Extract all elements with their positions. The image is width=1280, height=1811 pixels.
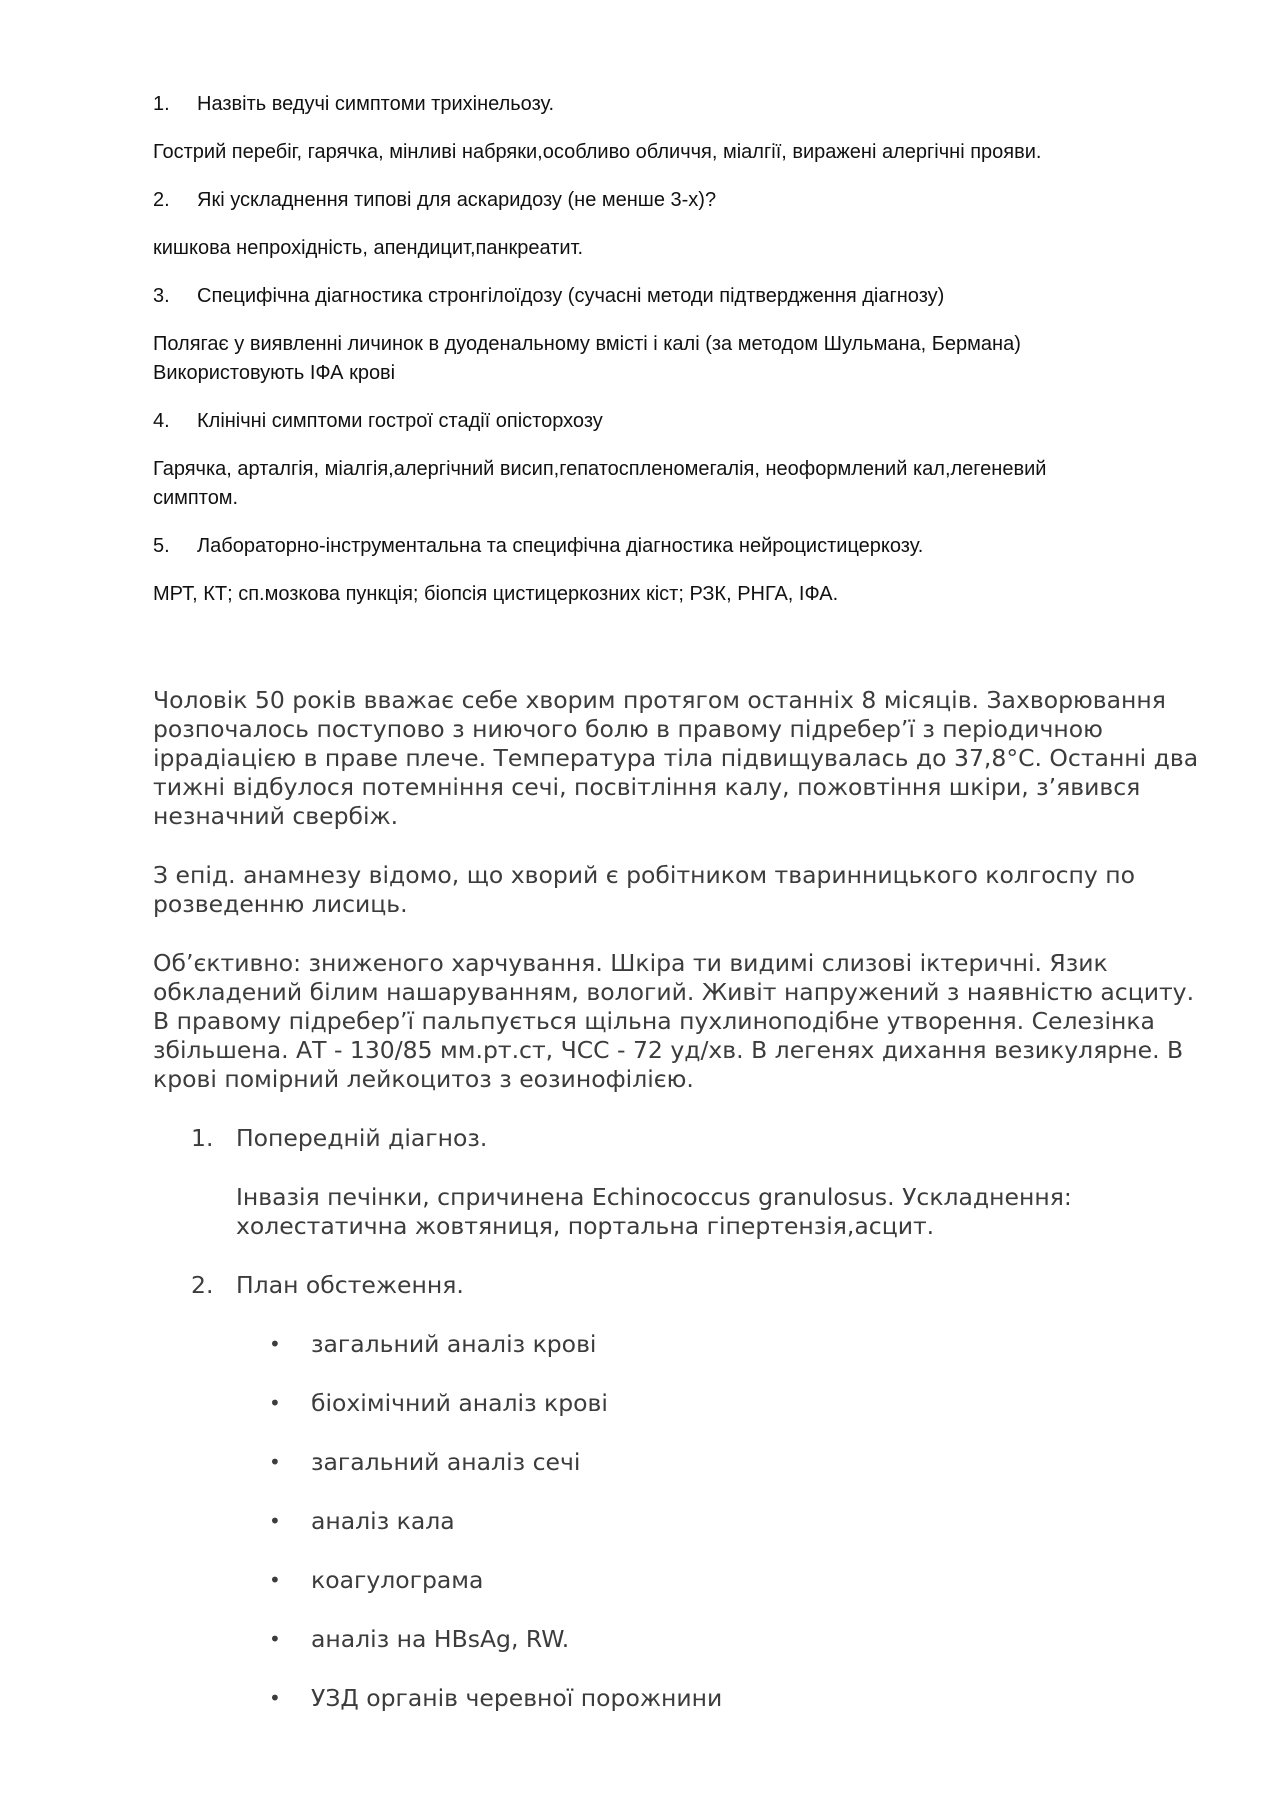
question-5 [153, 532, 1153, 561]
answer-line: МРТ, КТ; сп.мозкова пункція; біопсія цистицеркозних кіст; РЗК, РНГА, ІФА. [153, 583, 839, 605]
question-text: Які ускладнення типові для аскаридозу (не менше 3-х)? [197, 189, 717, 211]
task-number: 1. [191, 1124, 214, 1152]
question-number: 1. [153, 93, 170, 115]
question-number: 2. [153, 189, 170, 211]
answer-3 [153, 330, 1133, 388]
question-number: 5. [153, 535, 170, 557]
question-number: 3. [153, 285, 170, 307]
bullet-icon: • [269, 1450, 281, 1474]
diagnosis-answer: Інвазія печінки, спричинена Echinococcus granulosus. Ускладнення: холестатична жовтяниця, портальна гіпертензія,асцит. [236, 1183, 1072, 1240]
answer-5 [153, 580, 1133, 609]
answer-4 [153, 455, 1133, 513]
list-item: • аналіз на HBsAg, RW. [236, 1625, 1203, 1654]
case-paragraph-objective: Об’єктивно: зниженого харчування. Шкіра ти видимі слизові іктеричні. Язик обкладений білим нашаруванням, вологий. Живіт напружений з наявністю асциту. В правому підребер’ї пальпується щільна пухлиноподібне утворення. Селезінка збільшена. АТ - 130/85 мм.рт.ст, ЧСС - 72 уд/хв. В легенях дихання везикулярне. В крові помірний лейкоцитоз з еозинофілією. [153, 949, 1195, 1093]
list-item: • загальний аналіз крові [236, 1330, 1203, 1359]
case-task-1 [153, 1124, 1203, 1241]
case-tasks-list [153, 1124, 1203, 1743]
bullet-icon: • [269, 1332, 281, 1356]
answer-line: симптом. [153, 487, 239, 509]
question-text: Лабораторно-інструментальна та специфічна діагностика нейроцистицеркозу. [197, 535, 924, 557]
question-text: Клінічні симптоми гострої стадії опісторхозу [197, 410, 603, 432]
exam-plan-list [236, 1330, 1203, 1713]
question-3 [153, 282, 1153, 311]
task-title: Попередній діагноз. [236, 1124, 488, 1152]
answer-1 [153, 138, 1133, 167]
case-paragraph-epid: З епід. анамнезу відомо, що хворий є робітником тваринницького колгоспу по розведенню лисиць. [153, 861, 1136, 918]
list-item: • УЗД органів черевної порожнини [236, 1684, 1203, 1713]
qa-section [153, 90, 1153, 628]
task-number: 2. [191, 1271, 214, 1299]
bullet-icon: • [269, 1627, 281, 1651]
bullet-icon: • [269, 1509, 281, 1533]
question-4 [153, 407, 1153, 436]
bullet-icon: • [269, 1686, 281, 1710]
question-1 [153, 90, 1153, 119]
answer-2 [153, 234, 1133, 263]
answer-line: Гострий перебіг, гарячка, мінливі набряки,особливо обличчя, міалгії, виражені алергічні прояви. [153, 141, 1042, 163]
bullet-icon: • [269, 1568, 281, 1592]
answer-line: Гарячка, арталгія, міалгія,алергічний висип,гепатоспленомегалія, неоформлений кал,легеневий [153, 458, 1047, 480]
bullet-icon: • [269, 1391, 281, 1415]
clinical-case-section [153, 686, 1203, 1773]
list-item: • біохімічний аналіз крові [236, 1389, 1203, 1418]
task-title: План обстеження. [236, 1271, 464, 1299]
answer-line: кишкова непрохідність, апендицит,панкреатит. [153, 237, 584, 259]
question-text: Специфічна діагностика стронгілоїдозу (сучасні методи підтвердження діагнозу) [197, 285, 945, 307]
list-item: • загальний аналіз сечі [236, 1448, 1203, 1477]
case-paragraph-history: Чоловік 50 років вважає себе хворим протягом останніх 8 місяців. Захворювання розпочалось поступово з ниючого болю в правому підребер’ї з періодичною іррадіацією в праве плече. Температура тіла підвищувалась до 37,8°С. Останні два тижні відбулося потемніння сечі, посвітління калу, пожовтіння шкіри, з’явився незначний свербіж. [153, 686, 1199, 830]
list-item: • коагулограма [236, 1566, 1203, 1595]
answer-line: Використовують ІФА крові [153, 362, 396, 384]
question-number: 4. [153, 410, 170, 432]
case-task-2 [153, 1271, 1203, 1743]
question-text: Назвіть ведучі симптоми трихінельозу. [197, 93, 555, 115]
list-item: • аналіз кала [236, 1507, 1203, 1536]
question-2 [153, 186, 1153, 215]
answer-line: Полягає у виявленні личинок в дуоденальному вмісті і калі (за методом Шульмана, Бермана) [153, 333, 1021, 355]
